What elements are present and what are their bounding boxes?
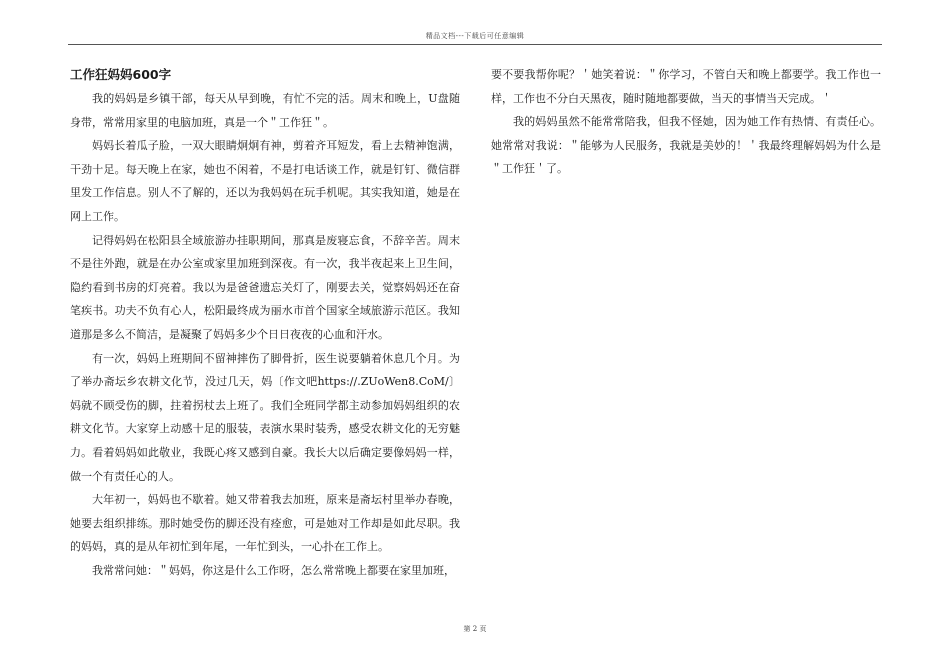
paragraph-2: 妈妈长着瓜子脸，一双大眼睛炯炯有神，剪着齐耳短发，看上去精神饱满，干劲十足。每天晚上在家，她也不闲着，不是打电话谈工作，就是钉钉、微信群里发工作信息。别人不了解的，还以为我妈妈在玩手机呢。其实我知道，她是在网上工作。 xyxy=(70,139,460,223)
right-column xyxy=(491,63,881,181)
article-title: 工作狂妈妈600字 xyxy=(70,67,172,82)
paragraph-6-continued: 要不要我帮你呢？＇她笑着说：＂你学习，不管白天和晚上都要学。我工作也一样，工作也不分白天黑夜，随时随地都要做，当天的事情当天完成。＇ xyxy=(491,68,881,105)
paragraph-3: 记得妈妈在松阳县全域旅游办挂职期间，那真是废寝忘食，不辞辛苦。周末不是往外跑，就是在办公室或家里加班到深夜。有一次，我半夜起来上卫生间，隐约看到书房的灯亮着。我以为是爸爸遗忘关灯了，刚要去关，觉察妈妈还在奋笔疾书。功夫不负有心人，松阳最终成为丽水市首个国家全域旅游示范区。我知道那是多么不简洁，是凝聚了妈妈多少个日日夜夜的心血和汗水。 xyxy=(70,233,460,341)
header-rule xyxy=(68,44,882,45)
paragraph-7: 我的妈妈虽然不能常常陪我，但我不怪她，因为她工作有热情、有责任心。她常常对我说：＂能够为人民服务，我就是美妙的！＇我最终理解妈妈为什么是＂工作狂＇了。 xyxy=(491,115,881,176)
left-column xyxy=(70,63,460,582)
page-number: 第 2 页 xyxy=(463,625,487,633)
paragraph-6: 我常常问她：＂妈妈，你这是什么工作呀，怎么常常晚上都要在家里加班， xyxy=(92,563,455,577)
page-header: 精品文档---下载后可任意编辑 xyxy=(425,32,525,40)
paragraph-1: 我的妈妈是乡镇干部，每天从早到晚，有忙不完的活。周末和晚上，U盘随身带，常常用家里的电脑加班，真是一个＂工作狂＂。 xyxy=(70,92,460,129)
paragraph-5: 大年初一，妈妈也不歇着。她又带着我去加班，原来是斋坛村里举办春晚，她要去组织排练。那时她受伤的脚还没有痊愈，可是她对工作却是如此尽职。我的妈妈，真的是从年初忙到年尾，一年忙到头，一心扑在工作上。 xyxy=(70,493,460,554)
paragraph-4: 有一次，妈妈上班期间不留神摔伤了脚骨折，医生说要躺着休息几个月。为了举办斋坛乡农耕文化节，没过几天，妈〔作文吧https://.ZUoWen8.CoM/〕妈就不顾受伤的脚，拄着拐杖去上班了。我们全班同学都主动参加妈妈组织的农耕文化节。大家穿上动感十足的服装，表演水果时装秀，感受农耕文化的无穷魅力。看着妈妈如此敬业，我既心疼又感到自豪。我长大以后确定要像妈妈一样，做一个有责任心的人。 xyxy=(70,351,460,483)
